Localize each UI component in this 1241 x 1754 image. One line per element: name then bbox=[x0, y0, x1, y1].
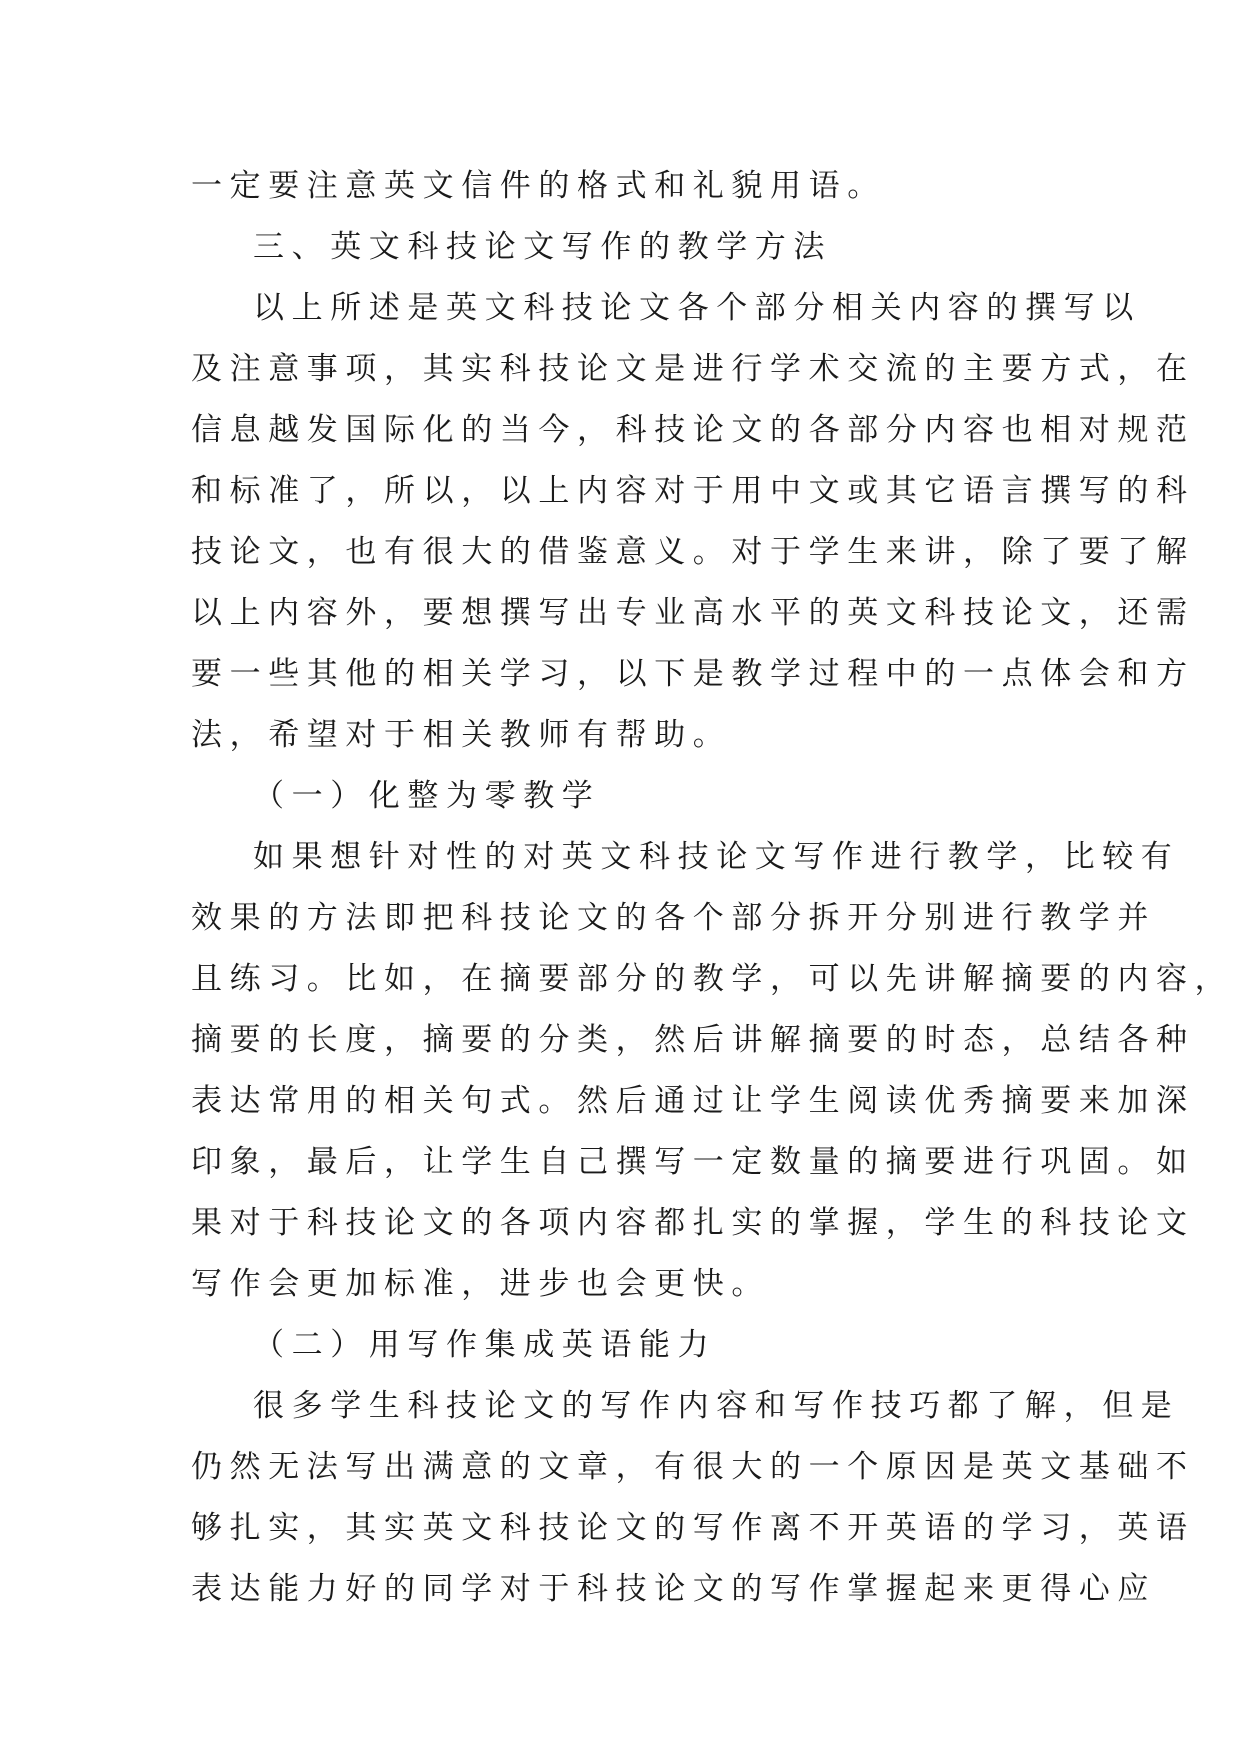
text-line: 以上内容外，要想撰写出专业高水平的英文科技论文，还需 bbox=[191, 595, 1195, 631]
text-line: 且练习。比如，在摘要部分的教学，可以先讲解摘要的内容， bbox=[191, 961, 1234, 997]
text-line: 很多学生科技论文的写作内容和写作技巧都了解，但是 bbox=[253, 1388, 1180, 1424]
text-line: 要一些其他的相关学习，以下是教学过程中的一点体会和方 bbox=[191, 656, 1195, 692]
text-line: 信息越发国际化的当今，科技论文的各部分内容也相对规范 bbox=[191, 412, 1195, 448]
text-line: 果对于科技论文的各项内容都扎实的掌握，学生的科技论文 bbox=[191, 1205, 1195, 1241]
text-line: 技论文，也有很大的借鉴意义。对于学生来讲，除了要了解 bbox=[191, 534, 1195, 570]
text-line: 法，希望对于相关教师有帮助。 bbox=[191, 717, 732, 753]
section-heading: 三、英文科技论文写作的教学方法 bbox=[253, 229, 832, 265]
text-line: 仍然无法写出满意的文章，有很大的一个原因是英文基础不 bbox=[191, 1449, 1195, 1485]
text-line: 一定要注意英文信件的格式和礼貌用语。 bbox=[191, 168, 886, 204]
subsection-heading: （一）化整为零教学 bbox=[253, 778, 601, 814]
text-line: 如果想针对性的对英文科技论文写作进行教学，比较有 bbox=[253, 839, 1180, 875]
text-line: 及注意事项，其实科技论文是进行学术交流的主要方式，在 bbox=[191, 351, 1195, 387]
text-line: 效果的方法即把科技论文的各个部分拆开分别进行教学并 bbox=[191, 900, 1156, 936]
text-line: 够扎实，其实英文科技论文的写作离不开英语的学习，英语 bbox=[191, 1510, 1195, 1546]
text-line: 写作会更加标准，进步也会更快。 bbox=[191, 1266, 770, 1302]
text-line: 表达常用的相关句式。然后通过让学生阅读优秀摘要来加深 bbox=[191, 1083, 1195, 1119]
subsection-heading: （二）用写作集成英语能力 bbox=[253, 1327, 717, 1363]
text-line: 表达能力好的同学对于科技论文的写作掌握起来更得心应 bbox=[191, 1571, 1156, 1607]
body-text bbox=[191, 156, 1234, 1620]
text-line: 以上所述是英文科技论文各个部分相关内容的撰写以 bbox=[253, 290, 1141, 326]
text-line: 印象，最后，让学生自己撰写一定数量的摘要进行巩固。如 bbox=[191, 1144, 1195, 1180]
text-line: 和标准了，所以，以上内容对于用中文或其它语言撰写的科 bbox=[191, 473, 1195, 509]
text-line: 摘要的长度，摘要的分类，然后讲解摘要的时态，总结各种 bbox=[191, 1022, 1195, 1058]
